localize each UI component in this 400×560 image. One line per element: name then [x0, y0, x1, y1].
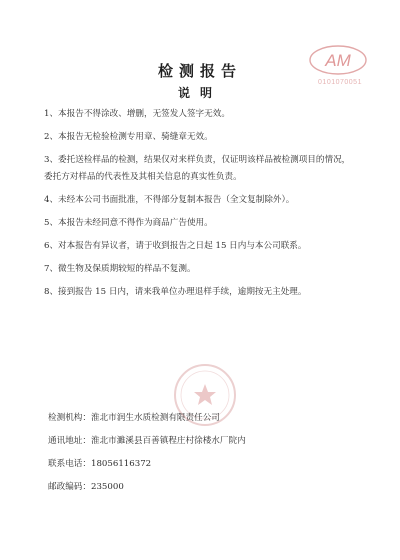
- phone-label: 联系电话：: [48, 459, 91, 469]
- institution-label: 检测机构：: [48, 413, 91, 423]
- contact-institution: [48, 412, 368, 424]
- contact-address: [48, 435, 368, 447]
- postcode-label: 邮政编码：: [48, 482, 91, 492]
- institution-value: 淮北市润生水质检测有限责任公司: [90, 413, 220, 423]
- notes-list: [44, 107, 366, 308]
- phone-value: 18056116372: [90, 459, 152, 469]
- note-item: 5、本报告未经同意不得作为商品广告使用。: [44, 218, 213, 228]
- cma-stamp-number: 0101070051: [318, 79, 362, 86]
- note-item: 4、未经本公司书面批准，不得部分复制本报告（全文复制除外）。: [44, 195, 295, 205]
- page-title: 检测报告: [157, 62, 242, 80]
- cma-stamp-mark: AM: [325, 51, 351, 70]
- page-subtitle: 说明: [177, 86, 222, 100]
- note-item-continuation: 委托方对样品的代表性及其相关信息的真实性负责。: [44, 172, 242, 182]
- contact-info: [48, 412, 368, 504]
- note-item: 3、委托送检样品的检测，结果仅对来样负责，仅证明该样品被检测项目的情况，: [44, 155, 351, 165]
- note-item: 2、本报告无检验检测专用章、骑缝章无效。: [44, 132, 213, 142]
- note-item: 7、微生物及保质期较短的样品不复测。: [44, 264, 196, 274]
- note-item: 8、接到报告 15 日内，请来我单位办理退样手续，逾期按无主处理。: [44, 287, 307, 297]
- contact-phone: [48, 458, 368, 470]
- address-label: 通讯地址：: [48, 436, 91, 446]
- note-item: 1、本报告不得涂改、增删，无签发人签字无效。: [44, 109, 230, 119]
- address-value: 淮北市濉溪县百善镇程庄村徐楼水厂院内: [90, 436, 246, 446]
- postcode-value: 235000: [90, 482, 124, 492]
- note-item: 6、对本报告有异议者，请于收到报告之日起 15 日内与本公司联系。: [44, 241, 307, 251]
- star-icon: [194, 384, 216, 405]
- contact-postcode: [48, 481, 368, 493]
